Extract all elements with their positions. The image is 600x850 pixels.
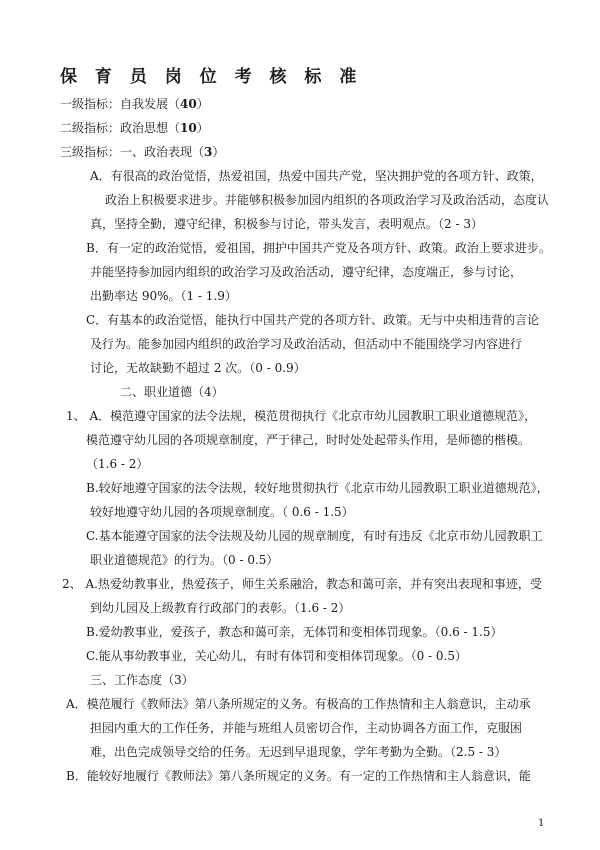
body-line: 职业道德规范》的行为。（0 - 0.5） <box>90 553 279 567</box>
body-line: 2、 A.热爱幼教事业，热爱孩子，师生关系融洽，教态和蔼可亲，并有突出表现和事迹，受 <box>62 577 542 591</box>
body-line: 及行为。能参加园内组织的政治学习及政治活动，但活动中不能围绕学习内容进行 <box>90 337 523 351</box>
header-close: ） <box>196 121 209 135</box>
header-close: ） <box>212 145 225 159</box>
body-line: C.能从事幼教事业，关心幼儿，有时有体罚和变相体罚现象。（0 - 0.5） <box>86 649 467 663</box>
body-line: 难，出色完成领导交给的任务。无迟到早退现象，学年考勤为全勤。（2.5 - 3） <box>90 745 507 759</box>
section-heading: 二、职业道德（4） <box>120 385 224 399</box>
body-line: C.基本能遵守国家的法令法规及幼儿园的规章制度，有时有违反《北京市幼儿园教职工 <box>86 529 543 543</box>
body-line: B.较好地遵守国家的法令法规，较好地贯彻执行《北京市幼儿园教职工职业道德规范》， <box>86 481 549 495</box>
header-label: 三级指标：一、政治表现（ <box>60 145 205 159</box>
header-line-level2 <box>60 120 209 136</box>
header-score: 10 <box>180 121 197 135</box>
body-line: 1、 A．模范遵守国家的法令法规，模范贯彻执行《北京市幼儿园教职工职业道德规范》， <box>66 409 537 423</box>
body-line: （1.6 - 2） <box>86 457 149 471</box>
body-line: 出勤率达 90%。（1 - 1.9） <box>90 289 237 303</box>
body-line: 到幼儿园及上级教育行政部门的表彰。（1.6 - 2） <box>90 601 351 615</box>
body-line: A．模范履行《教师法》第八条所规定的义务。有极高的工作热情和主人翁意识，主动承 <box>66 697 531 711</box>
header-label: 一级指标：自我发展（ <box>60 97 181 111</box>
section-heading: 三、工作态度（3） <box>90 673 194 687</box>
header-score: 3 <box>204 145 213 159</box>
body-line: 政治上积极要求进步。并能够积极参加园内组织的各项政治学习及政治活动，态度认 <box>105 193 550 207</box>
page-number: 1 <box>538 818 545 829</box>
body-line: 真，坚持全勤，遵守纪律，积极参与讨论，带头发言，表明观点。（2 - 3） <box>90 217 483 231</box>
body-line: B．有一定的政治觉悟，爱祖国，拥护中国共产党及各项方针、政策。政治上要求进步。 <box>86 241 551 255</box>
body-line: B．能较好地履行《教师法》第八条所规定的义务。有一定的工作热情和主人翁意识，能 <box>66 769 531 783</box>
body-line: C．有基本的政治觉悟，能执行中国共产党的各项方针、政策。无与中央相违背的言论 <box>86 313 540 327</box>
body-line: 并能坚持参加园内组织的政治学习及政治活动，遵守纪律，态度端正，参与讨论， <box>90 265 523 279</box>
document-title: 保 育 员 岗 位 考 核 标 准 <box>60 67 363 87</box>
body-line: A．有很高的政治觉悟，热爱祖国，热爱中国共产党，坚决拥护党的各项方针、政策， <box>90 169 543 183</box>
body-line: B.爱幼教事业，爱孩子，教态和蔼可亲，无体罚和变相体罚现象。（0.6 - 1.5） <box>86 625 503 639</box>
header-score: 40 <box>180 97 197 111</box>
body-line: 担园内重大的工作任务，并能与班组人员密切合作，主动协调各方面工作，克服困 <box>90 721 523 735</box>
body-line: 较好地遵守幼儿园的各项规章制度。（ 0.6 - 1.5） <box>90 505 354 519</box>
header-line-level3 <box>60 144 224 160</box>
header-label: 二级指标：政治思想（ <box>60 121 181 135</box>
body-line: 讨论，无故缺勤不超过 2 次。（0 - 0.9） <box>90 361 306 375</box>
body-line: 模范遵守幼儿园的各项规章制度，严于律己，时时处处起带头作用，是师德的楷模。 <box>86 433 531 447</box>
header-line-level1 <box>60 96 209 112</box>
header-close: ） <box>196 97 209 111</box>
